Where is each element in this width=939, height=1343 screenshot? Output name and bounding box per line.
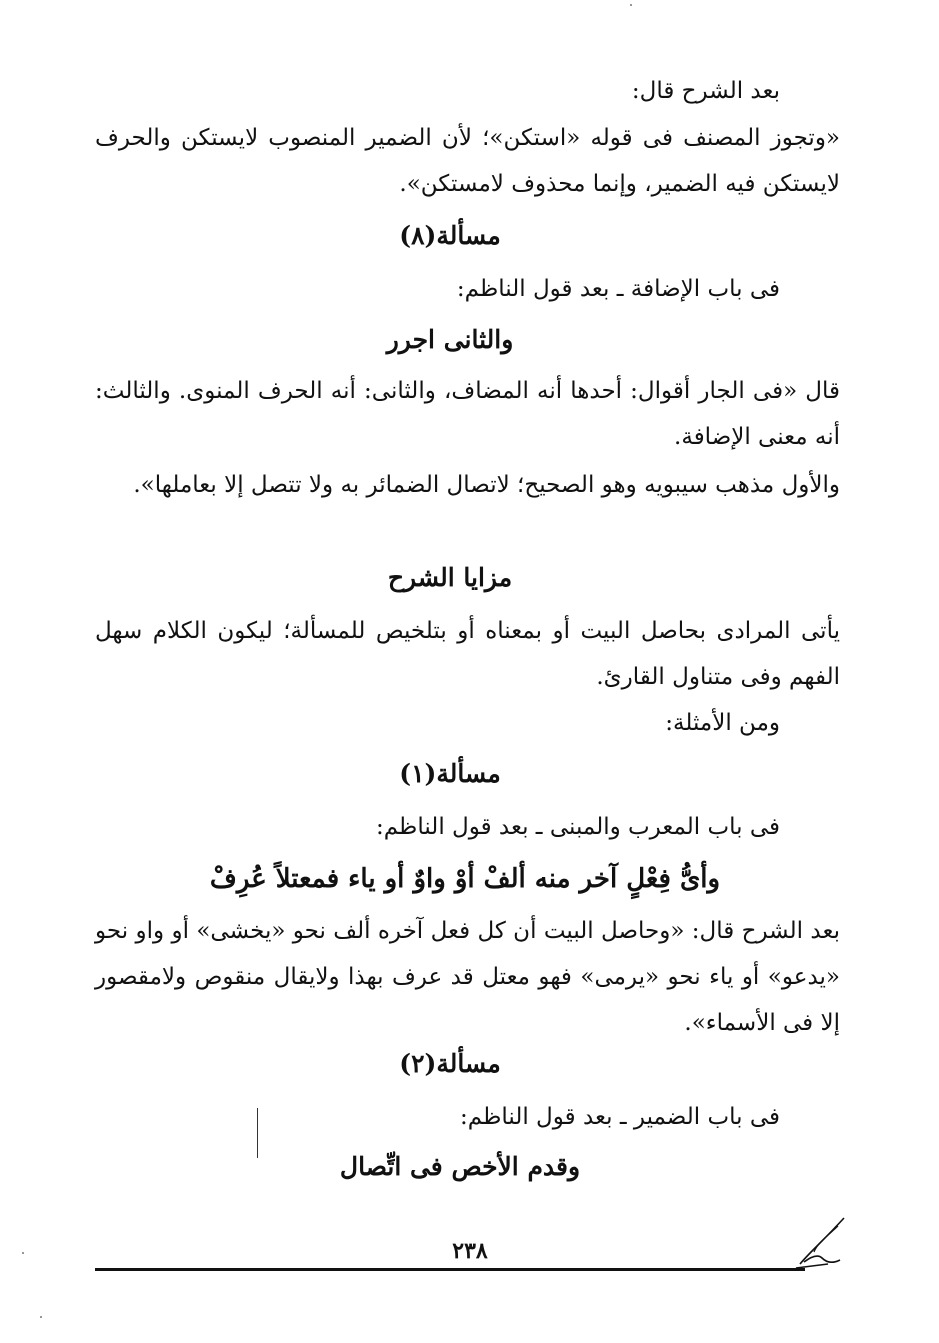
verse-3: وقدم الأخص فى اتِّصال — [339, 1152, 581, 1181]
paragraph-examples: ومن الأمثلة: — [665, 710, 780, 736]
section-heading-mazaya: مزايا الشرح — [387, 563, 513, 592]
paragraph-quote-2: قال «فى الجار أقوال: أحدها أنه المضاف، والثانى: أنه الحرف المنوى. والثالث: أنه معنى الإضافة. — [95, 378, 840, 450]
handwritten-signature-icon — [792, 1212, 852, 1272]
paragraph-quote-4: بعد الشرح قال: «وحاصل البيت أن كل فعل آخره ألف نحو «يخشى» أو واو نحو «يدعو» أو ياء نحو «يرمى» فهو معتل قد عرف بهذا ولايقال منقوص ولامقصور إلا فى الأسماء». — [95, 918, 840, 1036]
section-heading-masala-2: مسألة(٢) — [399, 1049, 501, 1078]
paragraph-continuation-2: والأول مذهب سيبويه وهو الصحيح؛ لاتصال الضمائر به ولا تتصل إلا بعاملها». — [133, 472, 840, 498]
page-number: ٢٣٨ — [452, 1238, 488, 1264]
verse-2: وأىُّ فِعْلٍ آخر منه ألفْ أوْ واوٌ أو ياء فمعتلاً عُرِفْ — [209, 864, 721, 894]
scan-speck — [22, 1252, 24, 1254]
paragraph-intro-5: فى باب الضمير ـ بعد قول الناظم: — [460, 1104, 780, 1130]
verse-1: والثانى اجرر — [386, 325, 514, 354]
paragraph-mazaya: يأتى المرادى بحاصل البيت أو بمعناه أو بتلخيص للمسألة؛ ليكون الكلام سهل الفهم وفى متناول القارئ. — [95, 618, 840, 690]
scan-speck — [40, 1316, 42, 1318]
paragraph-intro-1: بعد الشرح قال: — [631, 78, 780, 104]
margin-mark — [257, 1108, 258, 1158]
paragraph-quote-1: «وتجوز المصنف فى قوله «استكن»؛ لأن الضمير المنصوب لايستكن والحرف لايستكن فيه الضمير، وإنما محذوف لامستكن». — [95, 125, 840, 197]
section-heading-masala-8: مسألة(٨) — [399, 221, 501, 250]
scan-speck — [630, 4, 632, 6]
footer-rule — [95, 1268, 805, 1271]
paragraph-intro-4: فى باب المعرب والمبنى ـ بعد قول الناظم: — [376, 814, 780, 840]
paragraph-intro-2: فى باب الإضافة ـ بعد قول الناظم: — [456, 276, 780, 302]
section-heading-masala-1: مسألة(١) — [399, 759, 501, 788]
